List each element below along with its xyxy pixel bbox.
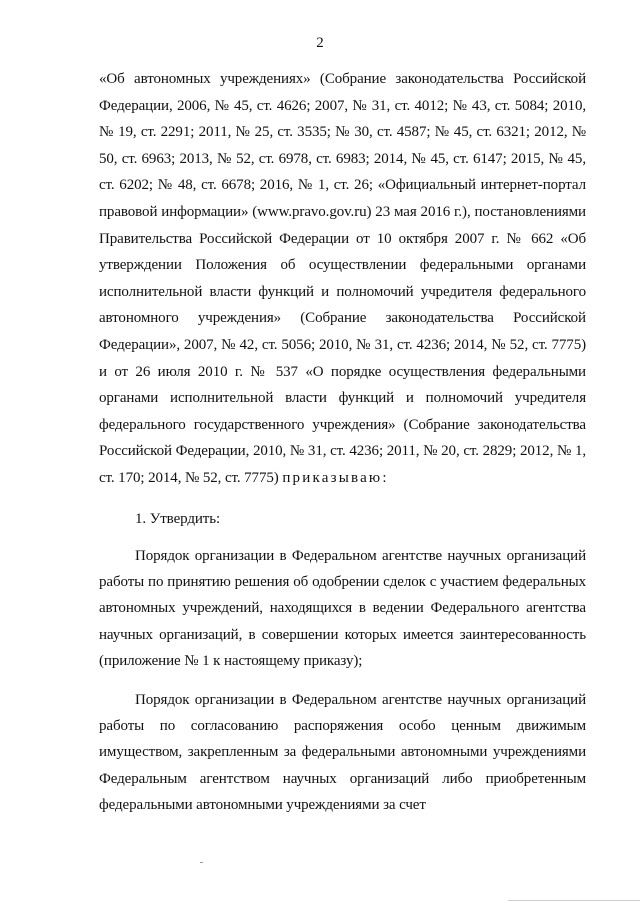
scan-artifact-mark: [200, 862, 203, 863]
approved-procedure-1: Порядок организации в Федеральном агентстве научных организаций работы по принятию решения об одобрении сделок с участием федеральных автономных учреждений, находящихся в ведении Федерального агентства научных организаций, в совершении которых имеется заинтересованность (приложение № 1 к настоящему приказу);: [99, 547, 586, 670]
order-word: приказываю:: [282, 469, 389, 486]
legal-basis-paragraph: [99, 66, 586, 492]
document-body: [99, 66, 586, 819]
item-1-heading: 1. Утвердить:: [135, 510, 221, 527]
approved-procedure-2: Порядок организации в Федеральном агентстве научных организаций работы по согласованию распоряжения особо ценным движимым имуществом, закрепленным за федеральными автономными учреждениями Федеральным агентством научных организаций либо приобретенным федеральными автономными учреждениями за счет: [99, 691, 586, 814]
page-number: 2: [316, 35, 324, 51]
scan-artifact-line: [508, 900, 640, 901]
legal-basis-text: «Об автономных учреждениях» (Собрание законодательства Российской Федерации, 2006, № 45, ст. 4626; 2007, № 31, ст. 4012; № 43, ст. 5084; 2010, № 19, ст. 2291; 2011, № 25, ст. 3535; № 30, ст. 4587; № 45, ст. 6321; 2012, № 50, ст. 6963; 2013, № 52, ст. 6978, ст. 6983; 2014, № 45, ст. 6147; 2015, № 45, ст. 6202; № 48, ст. 6678; 2016, № 1, ст. 26; «Официальный интернет-портал правовой информации» (www.pravo.gov.ru) 23 мая 2016 г.), постановлениями Правительства Российской Федерации от 10 октября 2007 г. № 662 «Об утверждении Положения об осуществлении федеральными органами исполнительной власти функций и полномочий учредителя федерального автономного учреждения» (Собрание законодательства Российской Федерации», 2007, № 42, ст. 5056; 2010, № 31, ст. 4236; 2014, № 52, ст. 7775) и от 26 июля 2010 г. № 537 «О порядке осуществления федеральными органами исполнительной власти функций и полномочий учредителя федерального государственного учреждения» (Собрание законодательства Российской Федерации, 2010, № 31, ст. 4236; 2011, № 20, ст. 2829; 2012, № 1, ст. 170; 2014, № 52, ст. 7775): [99, 71, 586, 486]
